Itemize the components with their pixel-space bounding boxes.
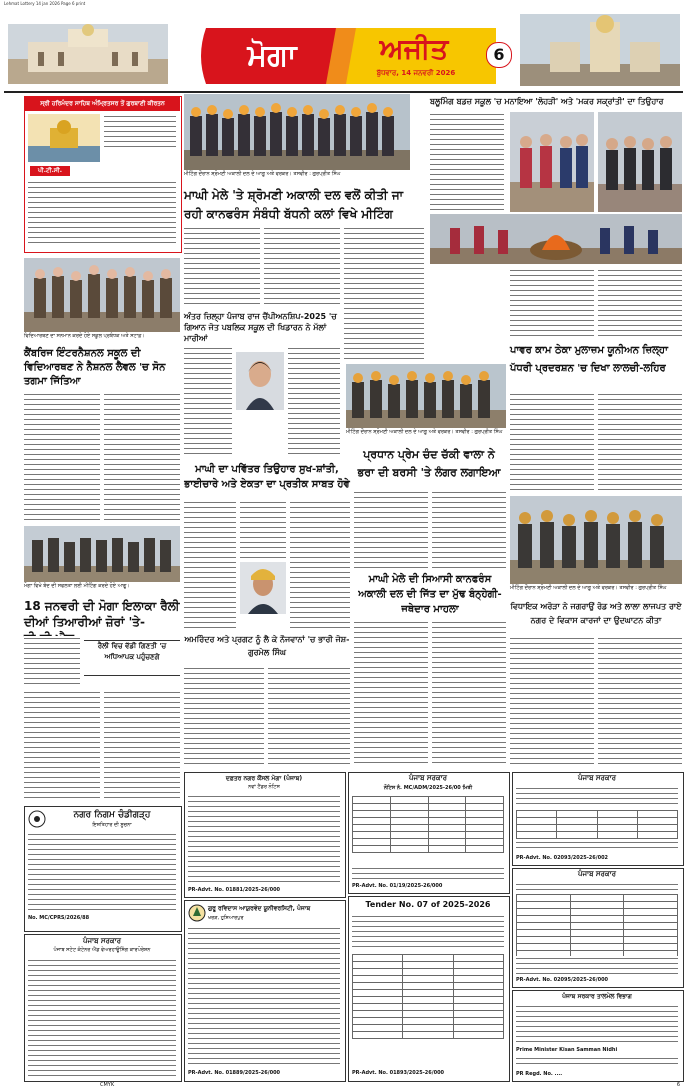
nagar-council-pr-no: PR-Advt. No. 01881/2025-26/000 — [188, 887, 281, 893]
main-meeting-photo — [184, 94, 410, 170]
university-logo-icon — [188, 904, 206, 922]
main-story-col3 — [344, 226, 424, 362]
mla-story-col1 — [510, 636, 594, 766]
right-govt-ad-2-title: ਪੰਜਾਬ ਸਰਕਾਰ — [577, 870, 616, 878]
right-govt-ad-3-title: ਪੰਜਾਬ ਸਰਕਾਰ ਤਾਲਮੇਲ ਵਿਭਾਗ — [562, 993, 632, 1000]
prem-chand-story-col2 — [432, 490, 506, 570]
cambridge-story-col2 — [104, 392, 180, 522]
main-headline-line2: ਰਹੀ ਕਾਨਫਰੰਸ ਸੰਬੰਧੀ ਬੱਧਨੀ ਕਲਾਂ ਵਿਖੇ ਮੀਟਿੰਗ — [184, 207, 393, 221]
masthead-paper: ਅਜੀਤ — [379, 32, 449, 65]
print-slug: Lehmat Lottery 14 jan 2026 Page 6 print — [4, 1, 86, 6]
right-govt-ad-1-table — [516, 810, 678, 839]
university-pr-no: PR-Advt. No. 01889/2025-26/000 — [188, 1070, 281, 1076]
kirtan-text-block — [104, 114, 176, 148]
punjab-govt-ad-2-ref: ਨੋਟਿਸ ਨੰ. MC/ADM/2025-26/00 ਮਿਤੀ — [383, 785, 473, 791]
university-title: ਗੁਰੂ ਰਵਿਦਾਸ ਆਯੁਰਵੇਦ ਯੂਨੀਵਰਸਿਟੀ, ਪੰਜਾਬ — [208, 905, 311, 912]
right-govt-ad-3-footer — [516, 1056, 678, 1068]
tender-notice-pr-no: PR-Advt. No. 01893/2025-26/000 — [352, 1070, 445, 1076]
university-subtitle: ਖਰੜ, ਹੁਸ਼ਿਆਰਪੁਰ — [208, 915, 244, 921]
footer-cmyk: CMYK — [100, 1082, 115, 1088]
blooming-buds-headline: ਬਲੂਮਿੰਗ ਬਡਜ਼ ਸਕੂਲ 'ਚ ਮਨਾਇਆ 'ਲੋਹੜੀ' ਅਤੇ 'ਮਕਰ ਸਕ੍ਰਾਂਤੀ' ਦਾ ਤਿਉਹਾਰ — [430, 97, 664, 106]
mla-inauguration-photo — [510, 496, 682, 584]
leader-portrait — [240, 562, 286, 614]
right-govt-ad-1-title: ਪੰਜਾਬ ਸਰਕਾਰ — [577, 774, 616, 782]
nagar-council-title: ਦਫ਼ਤਰ ਨਗਰ ਕੌਂਸਲ ਮੋਗਾ (ਪੰਜਾਬ) — [225, 775, 303, 782]
kirtan-schedule-text — [28, 180, 176, 246]
right-govt-ad-1-text — [516, 786, 678, 808]
punjab-govt-ad-2-pr-no: PR-Advt. No. 01/19/2025-26/000 — [352, 883, 443, 889]
amrinder-story-col1 — [184, 666, 264, 766]
right-govt-ad-2-table — [516, 894, 678, 958]
cambridge-school-photo — [24, 258, 180, 332]
right-govt-ad-2-intro — [516, 882, 678, 892]
mahla-headline: ਮਾਘੀ ਮੇਲੇ ਦੀ ਸਿਆਸੀ ਕਾਨਫਰੰਸ ਅਕਾਲੀ ਦਲ ਦੀ ਜਿੱਤ ਦਾ ਮੁੱਢ ਬੰਨ੍ਹੇਗੀ-ਜਥੇਦਾਰ ਮਾਹਲਾ — [358, 574, 502, 615]
dtf-story-col1 — [24, 690, 100, 798]
nagar-nigam-subtitle: ਇਸ਼ਤਿਹਾਰ ਦੀ ਸੂਚਨਾ — [92, 822, 132, 828]
prem-chand-headline: ਪ੍ਰਧਾਨ ਪ੍ਰੇਮ ਚੰਦ ਚੱਕੀ ਵਾਲਾ ਨੇ ਭਰਾ ਦੀ ਬਰਸੀ 'ਤੇ ਲੰਗਰ ਲਗਾਇਆ — [357, 448, 501, 479]
golden-temple-photo — [28, 114, 100, 162]
masthead-city: ਮੋਗਾ — [247, 38, 297, 73]
footer-folio: 6 — [676, 1082, 680, 1088]
tender-notice-number: Tender No. 07 of 2025-2026 — [365, 900, 491, 909]
header-photo-right — [520, 14, 680, 86]
mahla-story-col2 — [432, 620, 506, 766]
tender-notice-intro — [352, 914, 504, 950]
gian-jot-story-col1 — [184, 346, 232, 456]
tender-notice-table — [352, 954, 504, 1039]
right-govt-ad-3-pr-no: PR Regd. No. .... — [516, 1071, 563, 1077]
lohri-photo-1 — [510, 112, 594, 212]
lohri-fire-photo — [430, 214, 682, 264]
mla-story-col2 — [598, 636, 682, 766]
right-govt-ad-1-pr-no: PR-Advt. No. 02093/2025-26/002 — [516, 855, 609, 861]
punjab-govt-ad-1-text — [28, 958, 176, 1076]
university-text — [188, 926, 340, 1066]
maghi-story-col3 — [290, 500, 350, 630]
nagar-nigam-ref: No. MC/CPRS/2026/88 — [28, 915, 90, 921]
powercom-story-col2 — [598, 392, 682, 492]
punjab-govt-ad-1-title: ਪੰਜਾਬ ਸਰਕਾਰ — [82, 937, 121, 945]
gian-jot-headline: ਅੰਤਰ ਜ਼ਿਲ੍ਹਾ ਪੰਜਾਬ ਰਾਜ ਚੈਂਪੀਅਨਸ਼ਿਪ-2025 'ਚ ਗਿਆਨ ਜੋਤ ਪਬਲਿਕ ਸਕੂਲ ਦੀ ਖਿਡਾਰਨ ਨੇ ਮੱਲਾਂ ਮਾਰੀਆਂ — [184, 312, 337, 343]
prem-chand-story-col1 — [354, 490, 428, 570]
langar-photo-caption: ਮੀਟਿੰਗ ਦੌਰਾਨ ਸ਼੍ਰੋਮਣੀ ਅਕਾਲੀ ਦਲ ਦੇ ਆਗੂ ਅਤੇ ਵਰਕਰ। ਤਸਵੀਰ : ਗੁਰਪ੍ਰੀਤ ਸਿੰਘ — [346, 429, 503, 435]
powercom-headline: ਪਾਵਰ ਕਾਮ ਠੇਕਾ ਮੁਲਾਜ਼ਮ ਯੂਨੀਅਨ ਜ਼ਿਲ੍ਹਾ ਪੱਧਰੀ ਪ੍ਰਦਰਸ਼ਨ 'ਚ ਦਿਖਾ ਲਾਲਚੀ-ਲਹਿਰ — [510, 345, 668, 374]
dtf-meeting-photo — [24, 526, 180, 582]
maghi-story-col2a — [240, 500, 286, 558]
kirtan-ptc-label: ਪੀ.ਟੀ.ਸੀ. — [30, 166, 70, 176]
dtf-pull-quote: ਰੈਲੀ ਵਿਚ ਵੱਡੀ ਗਿਣਤੀ 'ਚ ਅਧਿਆਪਕ ਪਹੁੰਚਣਗੇ — [84, 640, 180, 676]
maghi-festival-headline: ਮਾਘੀ ਦਾ ਪਵਿੱਤਰ ਤਿਉਹਾਰ ਸੁਖ-ਸ਼ਾਂਤੀ, ਭਾਈਚਾਰੇ ਅਤੇ ਏਕਤਾ ਦਾ ਪ੍ਰਤੀਕ ਸਾਬਤ ਹੋਵੇ — [184, 464, 350, 490]
page-number: 6 — [486, 42, 512, 68]
right-govt-ad-2-footer — [516, 956, 678, 974]
nagar-council-text — [188, 794, 340, 882]
blooming-story-col2 — [510, 268, 594, 338]
amrinder-story-col2 — [268, 666, 350, 766]
lohri-photo-2 — [598, 112, 682, 212]
cambridge-headline: ਕੈਂਬਰਿਜ ਇੰਟਰਨੈਸ਼ਨਲ ਸਕੂਲ ਦੀ ਵਿਦਿਆਰਥਣ ਨੇ ਨੈਸ਼ਨਲ ਲੈਵਲ 'ਚ ਸੋਨ ਤਗਮਾ ਜਿੱਤਿਆ — [24, 348, 166, 387]
nagar-nigam-title: ਨਗਰ ਨਿਗਮ ਚੰਡੀਗੜ੍ਹ — [73, 810, 151, 820]
dtf-photo-caption: ਮੋਗਾ ਵਿਖੇ ਬੰਦ ਦੀ ਸਫਲਤਾ ਲਈ ਮੀਟਿੰਗ ਕਰਦੇ ਹੋਏ ਆਗੂ। — [24, 583, 130, 589]
kirtan-box-title: ਸ੍ਰੀ ਹਰਿਮੰਦਰ ਸਾਹਿਬ ਅੰਮ੍ਰਿਤਸਰ ਤੋਂ ਗੁਰਬਾਣੀ ਕੀਰਤਨ — [25, 97, 180, 111]
header-photo-left — [8, 24, 168, 84]
cambridge-story-col1 — [24, 392, 100, 522]
dtf-headline: 18 ਜਨਵਰੀ ਦੀ ਮੋਗਾ ਇਲਾਕਾ ਰੈਲੀ ਦੀਆਂ ਤਿਆਰੀਆਂ ਜ਼ੋਰਾਂ 'ਤੇ- — [24, 599, 180, 629]
punjab-govt-ad-2-title: ਪੰਜਾਬ ਸਰਕਾਰ — [408, 774, 447, 782]
right-govt-ad-1-footer — [516, 840, 678, 852]
nagar-nigam-text — [28, 832, 176, 910]
main-story-col1 — [184, 226, 260, 308]
mla-headline: ਵਿਧਾਇਕ ਅਰੋੜਾ ਨੇ ਜਗਰਾਉਂ ਰੋਡ ਅਤੇ ਲਾਲਾ ਲਾਜਪਤ ਰਾਏ ਨਗਰ ਦੇ ਵਿਕਾਸ ਕਾਰਜਾਂ ਦਾ ਉਦਘਾਟਨ ਕੀਤਾ — [510, 602, 682, 625]
masthead-date: ਬੁੱਧਵਾਰ, 14 ਜਨਵਰੀ 2026 — [376, 69, 456, 77]
dtf-story-col1a — [24, 636, 80, 686]
mahla-story-col1 — [354, 620, 428, 766]
header-rule — [4, 91, 683, 93]
right-govt-ad-3-program: Prime Minister Kisan Samman Nidhi — [516, 1047, 618, 1053]
powercom-story-col1 — [510, 392, 594, 492]
mla-photo-caption: ਮੀਟਿੰਗ ਦੌਰਾਨ ਸ਼੍ਰੋਮਣੀ ਅਕਾਲੀ ਦਲ ਦੇ ਆਗੂ ਅਤੇ ਵਰਕਰ। ਤਸਵੀਰ : ਗੁਰਪ੍ਰੀਤ ਸਿੰਘ — [510, 585, 667, 591]
punjab-govt-ad-1-subtitle: ਪੰਜਾਬ ਸਟੇਟ ਕੰਟੇਨਰ ਐਂਡ ਵੇਅਰਹਾਊਸਿੰਗ ਕਾਰਪੋਰੇਸ਼ਨ — [53, 947, 151, 953]
athlete-portrait — [236, 352, 284, 410]
main-headline-line1: ਮਾਘੀ ਮੇਲੇ 'ਤੇ ਸ਼੍ਰੋਮਣੀ ਅਕਾਲੀ ਦਲ ਵਲੋਂ ਕੀਤੀ ਜਾ — [184, 188, 404, 202]
right-govt-ad-3-text — [516, 1004, 678, 1044]
nagar-council-subtitle: ਨਵਾਂ ਟੈਂਡਰ ਨੋਟਿਸ — [248, 784, 280, 790]
cambridge-photo-caption: ਵਿਦਿਆਰਥਣ ਦਾ ਸਨਮਾਨ ਕਰਦੇ ਹੋਏ ਸਕੂਲ ਪ੍ਰਬੰਧਕ ਅਤੇ ਸਟਾਫ਼। — [24, 333, 145, 339]
dtf-story-col2 — [104, 690, 180, 798]
emblem-icon — [28, 810, 46, 828]
right-govt-ad-2-pr-no: PR-Advt. No. 02095/2025-26/000 — [516, 977, 609, 983]
amrinder-headline: ਅਮਰਿੰਦਰ ਅਤੇ ਪ੍ਰਗਟ ਨੂੰ ਲੈ ਕੇ ਨੌਜਵਾਨਾਂ 'ਚ ਭਾਰੀ ਜੋਸ਼-ਗੁਰਮੇਲ ਸਿੰਘ — [184, 635, 350, 657]
masthead-supplement: ਅਜੀਤ ਸੰਮਿਤ — [291, 20, 323, 27]
main-photo-caption: ਮੀਟਿੰਗ ਦੌਰਾਨ ਸ਼੍ਰੋਮਣੀ ਅਕਾਲੀ ਦਲ ਦੇ ਆਗੂ ਅਤੇ ਵਰਕਰ। ਤਸਵੀਰ : ਗੁਰਪ੍ਰੀਤ ਸਿੰਘ — [184, 171, 341, 177]
gian-jot-story-col2 — [288, 346, 340, 456]
blooming-story-col3 — [598, 268, 682, 338]
maghi-story-col1 — [184, 500, 236, 630]
main-story-col2 — [264, 226, 340, 308]
langar-photo — [346, 364, 506, 428]
punjab-govt-ad-2-table — [352, 796, 504, 853]
punjab-govt-ad-2-text — [352, 866, 504, 880]
